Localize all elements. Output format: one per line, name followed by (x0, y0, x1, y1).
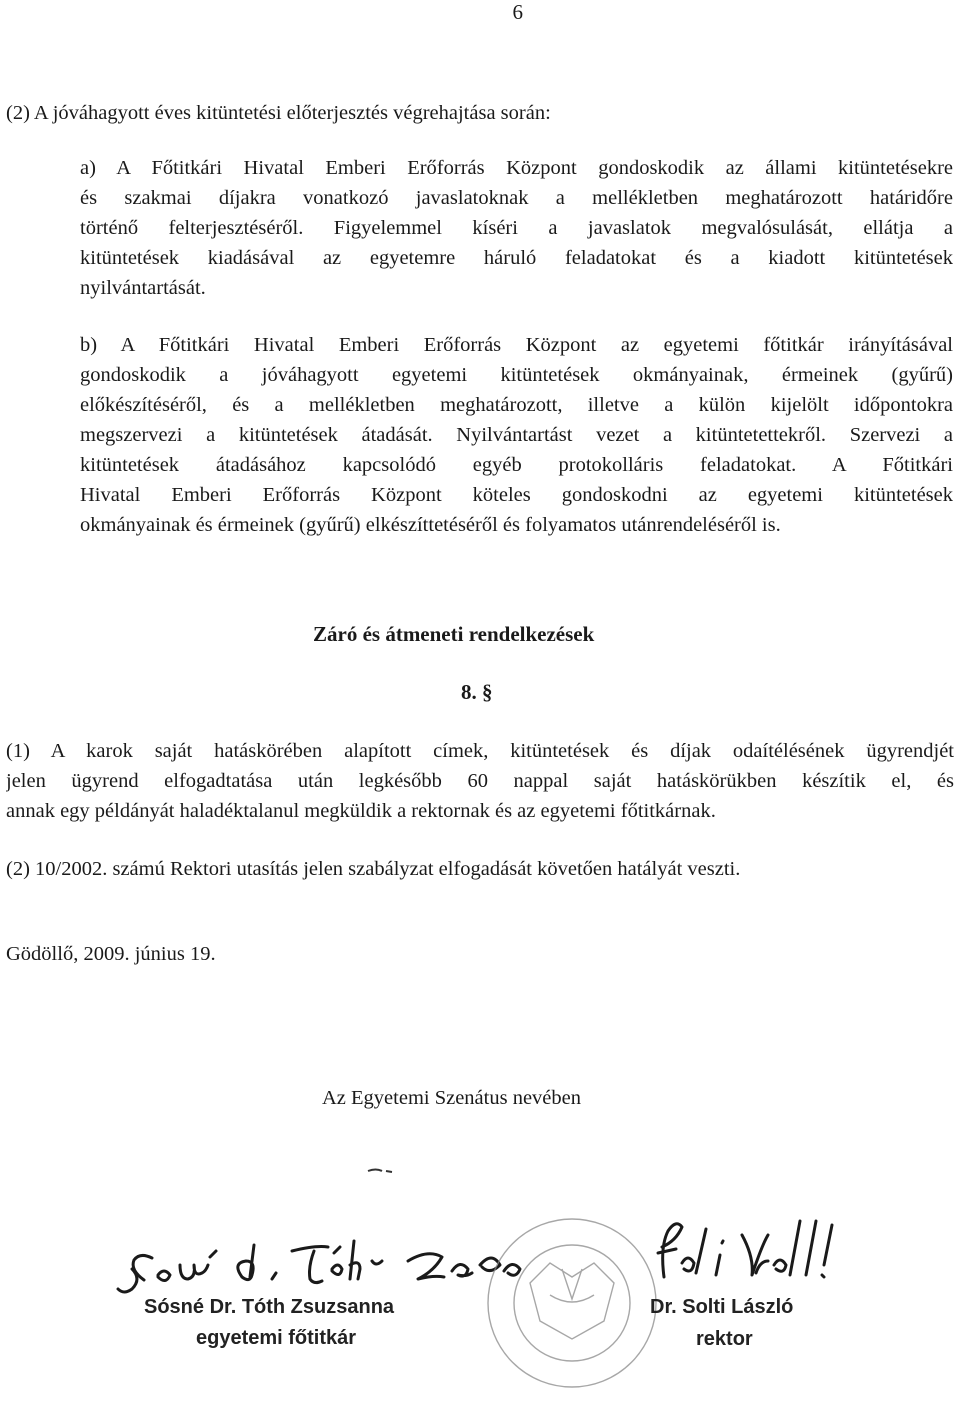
paragraph-b-line: okmányainak és érmeinek (gyűrű) elkészíttetéséről és folyamatos utánrendeléséről is. (80, 514, 781, 536)
paragraph-b-line: kitüntetések átadásához kapcsolódó egyéb protokolláris feladatokat. A Főtitkári (80, 454, 953, 476)
place-date: Gödöllő, 2009. június 19. (6, 943, 216, 965)
closing-paragraph-1-line: annak egy példányát haladéktalanul megküldik a rektornak és az egyetemi főtitkárnak. (6, 800, 716, 822)
left-handwritten-signature (118, 1241, 520, 1292)
paragraph-a-line: történő felterjesztéséről. Figyelemmel kíséri a javaslatok megvalósulását, ellátja a (80, 217, 953, 239)
page-number: 6 (512, 0, 523, 24)
paragraph-a-line: nyilvántartását. (80, 277, 206, 299)
left-signatory-title: egyetemi főtitkár (196, 1327, 357, 1349)
right-handwritten-signature (658, 1221, 832, 1277)
paragraph-a-line: kitüntetések kiadásával az egyetemre háruló feladatokat és a kiadott kitüntetések (80, 247, 953, 269)
ink-mark (368, 1170, 392, 1173)
closing-paragraph-1 (6, 736, 954, 826)
paragraph-b-line: előkészítéséről, és a mellékletben meghatározott, illetve a külön kijelölt időpontokra (80, 394, 953, 416)
paragraph-b (80, 330, 953, 540)
left-signatory-name: Sósné Dr. Tóth Zsuzsanna (144, 1296, 395, 1318)
closing-paragraph-1-line: jelen ügyrend elfogadtatása után legkésőbb 60 nappal saját hatáskörükben készítik el, és (6, 770, 954, 792)
paragraph-a-line: a) A Főtitkári Hivatal Emberi Erőforrás Központ gondoskodik az állami kitüntetésekre (80, 157, 953, 179)
paragraph-b-line: megszervezi a kitüntetések átadását. Nyilvántartást vezet a kitüntetettekről. Szervezi a (80, 424, 953, 446)
university-seal (488, 1219, 656, 1387)
signature-drawing (110, 1165, 850, 1400)
closing-heading: Záró és átmeneti rendelkezések (313, 622, 595, 646)
closing-paragraph-1-line: (1) A karok saját hatáskörében alapított címek, kitüntetések és díjak odaítélésének ügyrendjét (6, 740, 954, 762)
paragraph-a-line: és szakmai díjakra vonatkozó javaslatoknak a mellékletben meghatározott határidőre (80, 187, 953, 209)
signature-block (110, 1165, 850, 1400)
on-behalf-of-senate: Az Egyetemi Szenátus nevében (322, 1087, 582, 1109)
right-signatory-title: rektor (696, 1328, 753, 1350)
paragraph-b-line: b) A Főtitkári Hivatal Emberi Erőforrás Központ az egyetemi főtitkár irányításával (80, 334, 953, 356)
paragraph-number: 8. § (461, 680, 493, 704)
section-2-title: (2) A jóváhagyott éves kitüntetési előterjesztés végrehajtása során: (6, 102, 551, 124)
paragraph-b-line: gondoskodik a jóváhagyott egyetemi kitüntetések okmányainak, érmeinek (gyűrű) (80, 364, 953, 386)
paragraph-b-line: Hivatal Emberi Erőforrás Központ köteles gondoskodni az egyetemi kitüntetések (80, 484, 953, 506)
right-signatory-name: Dr. Solti László (650, 1296, 794, 1318)
paragraph-a (80, 153, 953, 303)
closing-paragraph-2: (2) 10/2002. számú Rektori utasítás jelen szabályzat elfogadását követően hatályát veszti. (6, 858, 741, 880)
